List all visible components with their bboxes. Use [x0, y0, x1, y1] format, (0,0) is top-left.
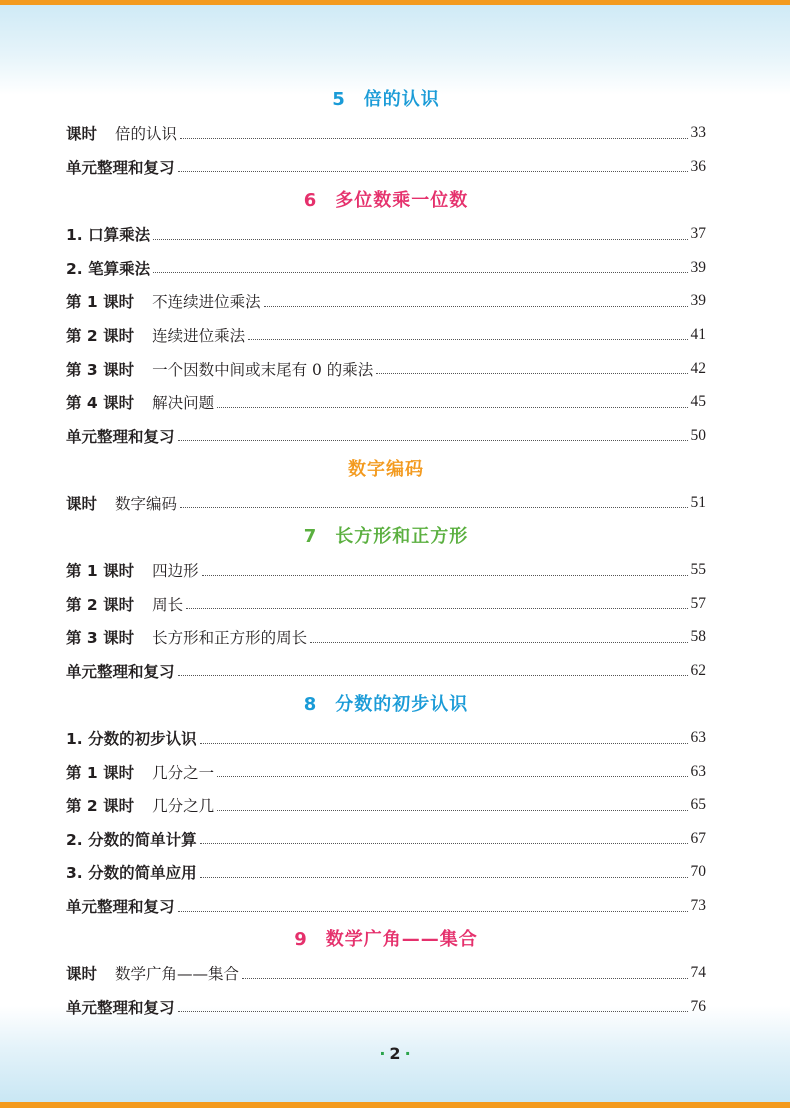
dot-leader — [180, 507, 687, 508]
unit-title: 数字编码 — [348, 458, 424, 480]
toc-entry[interactable] — [66, 150, 706, 184]
dot-leader — [217, 810, 687, 811]
unit-number: 9 — [294, 928, 308, 950]
toc-entry-page: 39 — [690, 292, 706, 310]
toc-entry-page: 42 — [690, 359, 706, 377]
toc-entry-label: 第 2 课时 — [66, 797, 135, 816]
toc-entry[interactable] — [66, 654, 706, 688]
dot-leader — [217, 776, 687, 777]
dot-leader — [153, 239, 687, 240]
toc-entry-page: 76 — [690, 997, 706, 1015]
unit-title: 倍的认识 — [363, 89, 440, 110]
toc-entry-title: 几分之几 — [152, 797, 215, 816]
dot-leader — [242, 978, 687, 979]
toc-entry-label: 课时 — [66, 965, 98, 984]
toc-entry-label: 第 1 课时 — [66, 293, 135, 312]
toc-entry-label: 3. 分数的简单应用 — [66, 864, 197, 883]
toc-entry-label: 第 2 课时 — [66, 595, 135, 614]
toc-entry-page: 50 — [690, 426, 706, 444]
dot-leader — [376, 373, 687, 374]
dot-leader — [178, 171, 688, 172]
dot-leader — [178, 1011, 688, 1012]
toc-entry-page: 45 — [690, 393, 706, 411]
toc-entry-label: 第 1 课时 — [66, 763, 135, 782]
toc-entry-title: 连续进位乘法 — [152, 326, 246, 345]
toc-entry[interactable] — [66, 788, 706, 822]
toc-entry-page: 36 — [690, 157, 706, 175]
unit-number: 5 — [332, 89, 346, 110]
unit-number: 8 — [303, 693, 318, 715]
toc-entry[interactable] — [66, 956, 706, 990]
unit-heading — [66, 688, 706, 722]
dot-leader — [200, 877, 688, 878]
unit-heading — [66, 83, 706, 117]
toc-entry-label: 课时 — [66, 494, 98, 513]
toc-entry-label: 1. 口算乘法 — [66, 226, 151, 245]
toc-entry[interactable] — [66, 285, 706, 319]
toc-entry-page: 57 — [690, 594, 706, 612]
dot-leader — [186, 608, 687, 609]
toc-entry[interactable] — [66, 553, 706, 587]
toc-entry[interactable] — [66, 621, 706, 655]
unit-title: 数学广角——集合 — [325, 928, 478, 950]
unit-title: 分数的初步认识 — [335, 693, 469, 715]
page-number-dot-right: · — [404, 1044, 411, 1063]
page-number-value: 2 — [389, 1044, 401, 1063]
unit-heading — [66, 520, 706, 554]
toc-entry-page: 65 — [690, 796, 706, 814]
dot-leader — [202, 575, 688, 576]
dot-leader — [180, 138, 687, 139]
toc-entry[interactable] — [66, 856, 706, 890]
toc-entry[interactable] — [66, 385, 706, 419]
dot-leader — [217, 407, 687, 408]
dot-leader — [248, 339, 687, 340]
dot-leader — [264, 306, 688, 307]
toc-entry-label: 单元整理和复习 — [66, 427, 175, 446]
toc-entry-label: 第 3 课时 — [66, 360, 135, 379]
toc-entry[interactable] — [66, 486, 706, 520]
toc-entry-label: 第 2 课时 — [66, 326, 135, 345]
dot-leader — [178, 911, 688, 912]
dot-leader — [310, 642, 687, 643]
toc-entry[interactable] — [66, 889, 706, 923]
dot-leader — [153, 272, 687, 273]
toc-entry-title: 数字编码 — [115, 494, 178, 513]
toc-entry-title: 倍的认识 — [115, 125, 178, 144]
toc-entry-page: 37 — [690, 225, 706, 243]
unit-heading — [66, 453, 706, 487]
toc-entry-title: 周长 — [152, 595, 184, 614]
page-number — [0, 1044, 790, 1063]
toc-entry-page: 63 — [690, 762, 706, 780]
toc-entry-page: 39 — [690, 258, 706, 276]
toc-entry[interactable] — [66, 117, 706, 151]
toc-entry[interactable] — [66, 721, 706, 755]
unit-title: 多位数乘一位数 — [335, 189, 469, 211]
unit-title: 长方形和正方形 — [335, 525, 469, 547]
toc-entry-title: 数学广角——集合 — [115, 965, 240, 984]
toc-entry-label: 2. 分数的简单计算 — [66, 830, 197, 849]
toc-entry[interactable] — [66, 217, 706, 251]
unit-heading — [66, 184, 706, 218]
toc-entry[interactable] — [66, 755, 706, 789]
page-number-dot-left: · — [379, 1044, 386, 1063]
unit-number: 7 — [303, 525, 318, 547]
unit-number: 6 — [303, 189, 318, 211]
toc-entry-label: 课时 — [66, 125, 98, 144]
toc-entry[interactable] — [66, 990, 706, 1024]
toc-entry-page: 41 — [690, 325, 706, 343]
toc-entry[interactable] — [66, 419, 706, 453]
toc-entry-label: 单元整理和复习 — [66, 158, 175, 177]
toc-entry[interactable] — [66, 318, 706, 352]
toc-entry-page: 63 — [690, 729, 706, 747]
toc-entry-title: 解决问题 — [152, 394, 215, 413]
toc-entry-page: 58 — [690, 628, 706, 646]
toc-entry[interactable] — [66, 822, 706, 856]
toc-entry-page: 51 — [690, 493, 706, 511]
toc-entry-page: 73 — [690, 897, 706, 915]
toc-entry-title: 一个因数中间或末尾有 0 的乘法 — [152, 360, 374, 379]
toc-entry-label: 单元整理和复习 — [66, 662, 175, 681]
toc-entry[interactable] — [66, 352, 706, 386]
toc-entry-page: 55 — [690, 561, 706, 579]
toc-entry-title: 不连续进位乘法 — [152, 293, 261, 312]
toc-entry[interactable] — [66, 587, 706, 621]
unit-heading — [66, 923, 706, 957]
toc-entry-title: 几分之一 — [152, 763, 215, 782]
toc-entry-page: 67 — [690, 829, 706, 847]
dot-leader — [200, 843, 688, 844]
toc-entry-title: 长方形和正方形的周长 — [152, 629, 308, 648]
toc-entry-label: 单元整理和复习 — [66, 898, 175, 917]
toc-entry-label: 2. 笔算乘法 — [66, 259, 151, 278]
toc-entry-page: 33 — [690, 124, 706, 142]
toc-entry-page: 74 — [690, 964, 706, 982]
toc-entry-page: 70 — [690, 863, 706, 881]
toc-entry-label: 1. 分数的初步认识 — [66, 730, 197, 749]
toc-entry-title: 四边形 — [152, 562, 199, 581]
toc-entry-label: 第 1 课时 — [66, 562, 135, 581]
dot-leader — [200, 743, 688, 744]
toc-entry-label: 第 4 课时 — [66, 394, 135, 413]
dot-leader — [178, 675, 688, 676]
bottom-accent-bar — [0, 1102, 790, 1108]
toc-entry[interactable] — [66, 251, 706, 285]
toc-entry-page: 62 — [690, 661, 706, 679]
table-of-contents — [66, 83, 706, 1024]
toc-entry-label: 第 3 课时 — [66, 629, 135, 648]
top-gradient-band — [0, 5, 790, 95]
dot-leader — [178, 440, 688, 441]
toc-entry-label: 单元整理和复习 — [66, 998, 175, 1017]
